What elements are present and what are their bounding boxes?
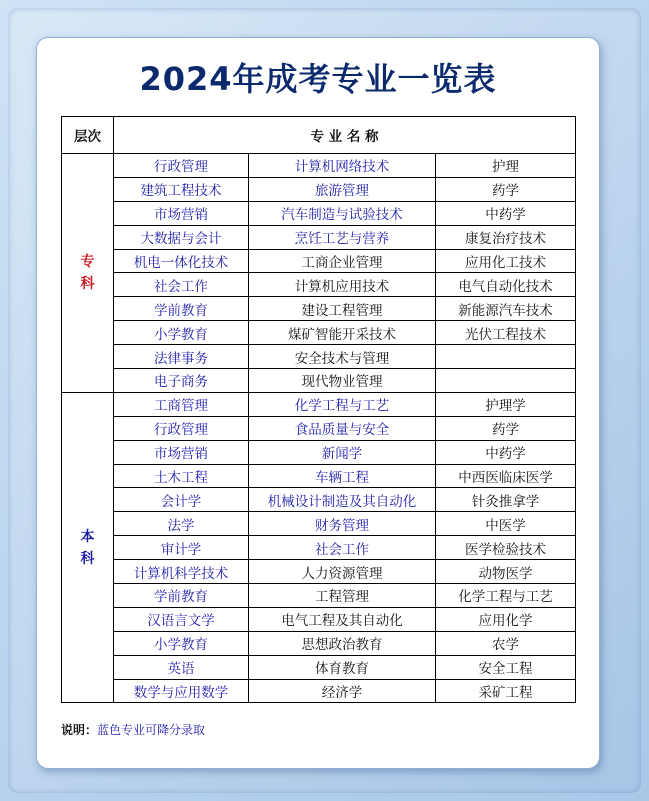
table-row: [62, 392, 576, 416]
major-cell: 行政管理: [114, 154, 249, 178]
major-cell: 康复治疗技术: [436, 225, 576, 249]
major-cell: 化学工程与工艺: [249, 392, 436, 416]
zhuanke-level-label: [62, 154, 114, 393]
major-cell: 电气工程及其自动化: [249, 607, 436, 631]
table-row: [62, 607, 576, 631]
major-cell: 建设工程管理: [249, 297, 436, 321]
major-cell: 人力资源管理: [249, 560, 436, 584]
major-cell: 药学: [436, 177, 576, 201]
major-cell: 机电一体化技术: [114, 249, 249, 273]
major-cell: [436, 369, 576, 393]
major-cell: 应用化学: [436, 607, 576, 631]
level-header: 层次: [62, 117, 114, 154]
major-cell: 护理学: [436, 392, 576, 416]
major-cell: 工商管理: [114, 392, 249, 416]
major-cell: 大数据与会计: [114, 225, 249, 249]
benke-level-label: [62, 392, 114, 703]
table-row: [62, 416, 576, 440]
table-header-row: [62, 117, 576, 154]
major-cell: 汽车制造与试验技术: [249, 201, 436, 225]
table-row: [62, 512, 576, 536]
table-row: [62, 631, 576, 655]
table-row: [62, 177, 576, 201]
major-cell: 中药学: [436, 201, 576, 225]
table-row: [62, 369, 576, 393]
note-label: 说明：: [61, 723, 98, 737]
major-cell: 会计学: [114, 488, 249, 512]
major-cell: 行政管理: [114, 416, 249, 440]
major-name-header: 专 业 名 称: [114, 117, 576, 154]
table-row: [62, 345, 576, 369]
major-cell: 计算机应用技术: [249, 273, 436, 297]
major-cell: 动物医学: [436, 560, 576, 584]
major-cell: 工程管理: [249, 584, 436, 608]
major-cell: 煤矿智能开采技术: [249, 321, 436, 345]
level-char: 科: [80, 550, 95, 567]
major-cell: [436, 345, 576, 369]
major-cell: 汉语言文学: [114, 607, 249, 631]
major-cell: 经济学: [249, 679, 436, 703]
major-cell: 采矿工程: [436, 679, 576, 703]
table-row: [62, 536, 576, 560]
major-cell: 市场营销: [114, 440, 249, 464]
major-cell: 光伏工程技术: [436, 321, 576, 345]
major-cell: 电子商务: [114, 369, 249, 393]
major-cell: 化学工程与工艺: [436, 584, 576, 608]
table-row: [62, 249, 576, 273]
major-cell: 社会工作: [249, 536, 436, 560]
page-title: 2024年成考专业一览表: [139, 60, 497, 98]
table-row: [62, 201, 576, 225]
table-row: [62, 154, 576, 178]
table-row: [62, 679, 576, 703]
note-text: 蓝色专业可降分录取: [97, 723, 206, 737]
major-cell: 财务管理: [249, 512, 436, 536]
major-cell: 小学教育: [114, 321, 249, 345]
level-char: 专: [80, 253, 95, 270]
major-cell: 药学: [436, 416, 576, 440]
table-row: [62, 273, 576, 297]
major-cell: 护理: [436, 154, 576, 178]
major-cell: 旅游管理: [249, 177, 436, 201]
table-row: [62, 488, 576, 512]
major-cell: 中医学: [436, 512, 576, 536]
major-cell: 学前教育: [114, 584, 249, 608]
major-cell: 数学与应用数学: [114, 679, 249, 703]
table-row: [62, 560, 576, 584]
table-row: [62, 297, 576, 321]
major-cell: 机械设计制造及其自动化: [249, 488, 436, 512]
major-cell: 中药学: [436, 440, 576, 464]
major-cell: 学前教育: [114, 297, 249, 321]
table-row: [62, 321, 576, 345]
major-cell: 土木工程: [114, 464, 249, 488]
major-cell: 体育教育: [249, 655, 436, 679]
major-cell: 计算机科学技术: [114, 560, 249, 584]
table-row: [62, 440, 576, 464]
major-cell: 思想政治教育: [249, 631, 436, 655]
major-cell: 烹饪工艺与营养: [249, 225, 436, 249]
major-cell: 电气自动化技术: [436, 273, 576, 297]
major-cell: 食品质量与安全: [249, 416, 436, 440]
major-cell: 中西医临床医学: [436, 464, 576, 488]
table-body: [62, 154, 576, 703]
document-card: [36, 37, 600, 769]
major-cell: 工商企业管理: [249, 249, 436, 273]
note: [61, 721, 205, 738]
table-row: [62, 464, 576, 488]
major-cell: 安全技术与管理: [249, 345, 436, 369]
major-cell: 社会工作: [114, 273, 249, 297]
table-row: [62, 655, 576, 679]
major-cell: 小学教育: [114, 631, 249, 655]
major-cell: 计算机网络技术: [249, 154, 436, 178]
major-cell: 应用化工技术: [436, 249, 576, 273]
major-cell: 审计学: [114, 536, 249, 560]
table-row: [62, 584, 576, 608]
major-cell: 新能源汽车技术: [436, 297, 576, 321]
major-cell: 现代物业管理: [249, 369, 436, 393]
major-cell: 车辆工程: [249, 464, 436, 488]
table-row: [62, 225, 576, 249]
majors-table: [61, 116, 576, 703]
major-cell: 新闻学: [249, 440, 436, 464]
major-cell: 法学: [114, 512, 249, 536]
major-cell: 医学检验技术: [436, 536, 576, 560]
major-cell: 安全工程: [436, 655, 576, 679]
major-cell: 建筑工程技术: [114, 177, 249, 201]
major-cell: 市场营销: [114, 201, 249, 225]
major-cell: 针灸推拿学: [436, 488, 576, 512]
major-cell: 法律事务: [114, 345, 249, 369]
level-char: 本: [80, 528, 95, 545]
major-cell: 英语: [114, 655, 249, 679]
major-cell: 农学: [436, 631, 576, 655]
level-char: 科: [80, 275, 95, 292]
